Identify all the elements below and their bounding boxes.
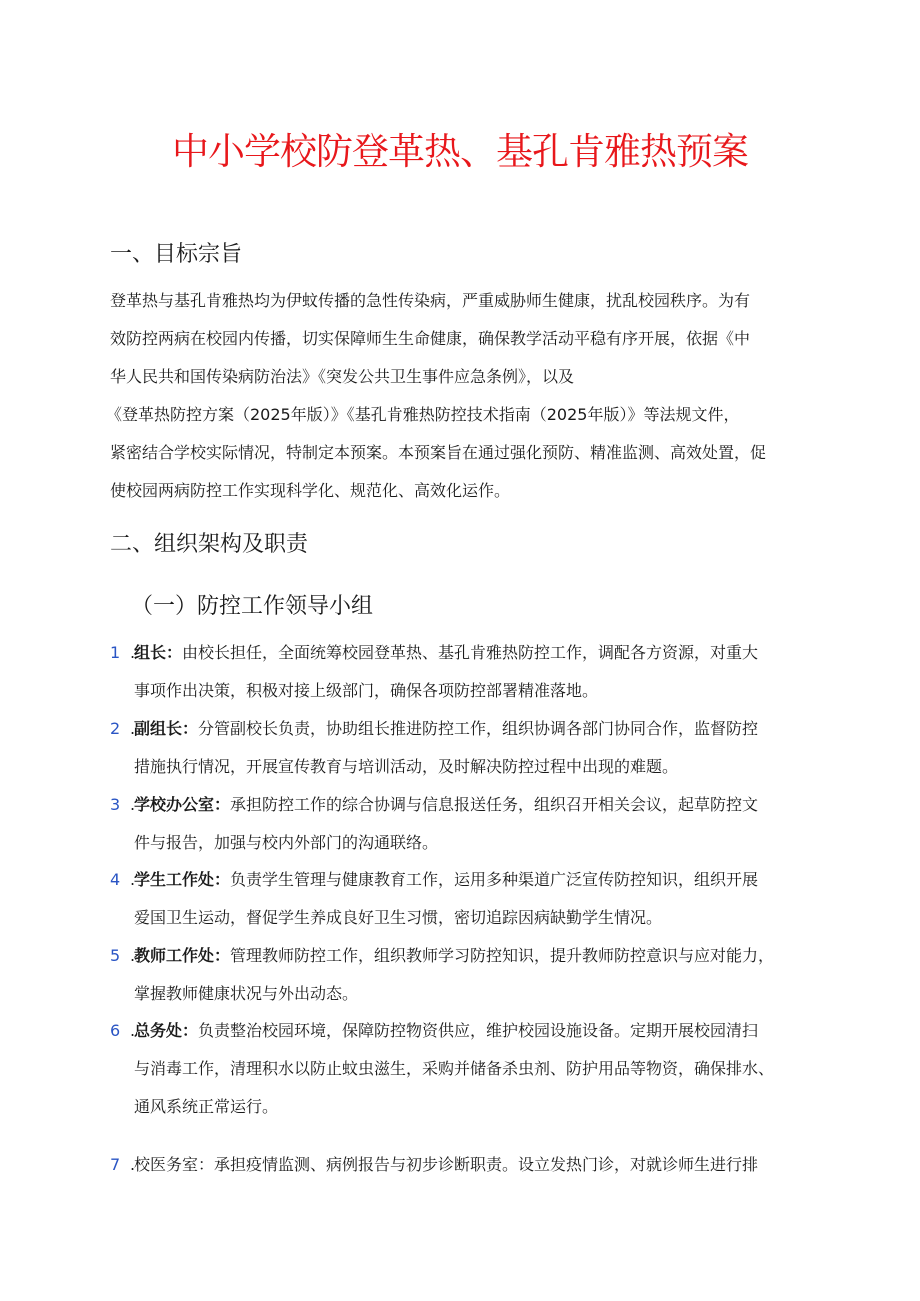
item-label: 教师工作处： xyxy=(134,946,231,965)
item-label: 学生工作处： xyxy=(134,870,231,889)
list-number: 3 xyxy=(110,795,121,814)
list-number: 7 xyxy=(110,1155,121,1174)
list-number: 2 xyxy=(110,719,121,738)
list-dot: . xyxy=(130,719,136,738)
paragraph-line: 《登革热防控方案（2025年版）》《基孔肯雅热防控技术指南（2025年版）》等法规文件， xyxy=(106,405,740,424)
subsection-heading-leadership: （一）防控工作领导小组 xyxy=(131,594,374,619)
item-text: 爱国卫生运动，督促学生养成良好卫生习惯，密切追踪因病缺勤学生情况。 xyxy=(134,908,663,927)
item-text: 管理教师防控工作，组织教师学习防控知识，提升教师防控意识与应对能力， xyxy=(230,946,775,965)
list-item-leader xyxy=(110,634,815,710)
paragraph-line: 使校园两病防控工作实现科学化、规范化、高效化运作。 xyxy=(110,481,511,500)
item-text: 通风系统正常运行。 xyxy=(134,1097,279,1116)
paragraph-line: 效防控两病在校园内传播，切实保障师生生命健康，确保教学活动平稳有序开展，依据《中 xyxy=(110,329,751,348)
list-number: 4 xyxy=(110,870,121,889)
item-text: 分管副校长负责，协助组长推进防控工作，组织协调各部门协同合作，监督防控 xyxy=(198,719,759,738)
section-heading-organization: 二、组织架构及职责 xyxy=(110,532,309,557)
item-label: 副组长： xyxy=(134,719,199,738)
item-text: 承担防控工作的综合协调与信息报送任务，组织召开相关会议，起草防控文 xyxy=(230,795,759,814)
list-item-teacher-affairs xyxy=(110,937,815,1013)
item-label: 学校办公室： xyxy=(134,795,231,814)
list-dot: . xyxy=(130,795,136,814)
list-dot: . xyxy=(130,946,136,965)
goal-paragraph xyxy=(106,282,810,510)
item-text: 事项作出决策，积极对接上级部门，确保各项防控部署精准落地。 xyxy=(134,681,599,700)
item-text: 负责学生管理与健康教育工作，运用多种渠道广泛宣传防控知识，组织开展 xyxy=(230,870,759,889)
list-number: 6 xyxy=(110,1021,121,1040)
item-text: 由校长担任，全面统筹校园登革热、基孔肯雅热防控工作，调配各方资源，对重大 xyxy=(182,643,759,662)
list-number: 5 xyxy=(110,946,121,965)
item-text: 掌握教师健康状况与外出动态。 xyxy=(134,984,359,1003)
paragraph-line: 紧密结合学校实际情况，特制定本预案。本预案旨在通过强化预防、精准监测、高效处置，促 xyxy=(110,443,767,462)
section-heading-goal: 一、目标宗旨 xyxy=(110,242,243,267)
item-label: 组长： xyxy=(134,643,183,662)
list-item-student-affairs xyxy=(110,861,815,937)
list-item-general-affairs xyxy=(110,1012,815,1126)
list-dot: . xyxy=(130,643,136,662)
list-item-school-office xyxy=(110,786,815,862)
list-dot: . xyxy=(130,870,136,889)
item-text: 负责整治校园环境，保障防控物资供应，维护校园设施设备。定期开展校园清扫 xyxy=(198,1021,759,1040)
list-item-clinic xyxy=(110,1146,815,1184)
item-label: 总务处： xyxy=(134,1021,199,1040)
item-text: 校医务室：承担疫情监测、病例报告与初步诊断职责。设立发热门诊，对就诊师生进行排 xyxy=(134,1155,759,1174)
paragraph-line: 华人民共和国传染病防治法》《突发公共卫生事件应急条例》，以及 xyxy=(110,367,575,386)
item-text: 措施执行情况，开展宣传教育与培训活动，及时解决防控过程中出现的难题。 xyxy=(134,757,679,776)
list-dot: . xyxy=(130,1021,136,1040)
document-title: 中小学校防登革热、基孔肯雅热预案 xyxy=(172,130,748,173)
list-dot: . xyxy=(130,1155,136,1174)
item-text: 件与报告，加强与校内外部门的沟通联络。 xyxy=(134,833,439,852)
item-text: 与消毒工作，清理积水以防止蚊虫滋生，采购并储备杀虫剂、防护用品等物资，确保排水、 xyxy=(134,1059,775,1078)
list-number: 1 xyxy=(110,643,121,662)
paragraph-line: 登革热与基孔肯雅热均为伊蚊传播的急性传染病，严重威胁师生健康，扰乱校园秩序。为有 xyxy=(110,291,751,310)
list-item-deputy-leader xyxy=(110,710,815,786)
